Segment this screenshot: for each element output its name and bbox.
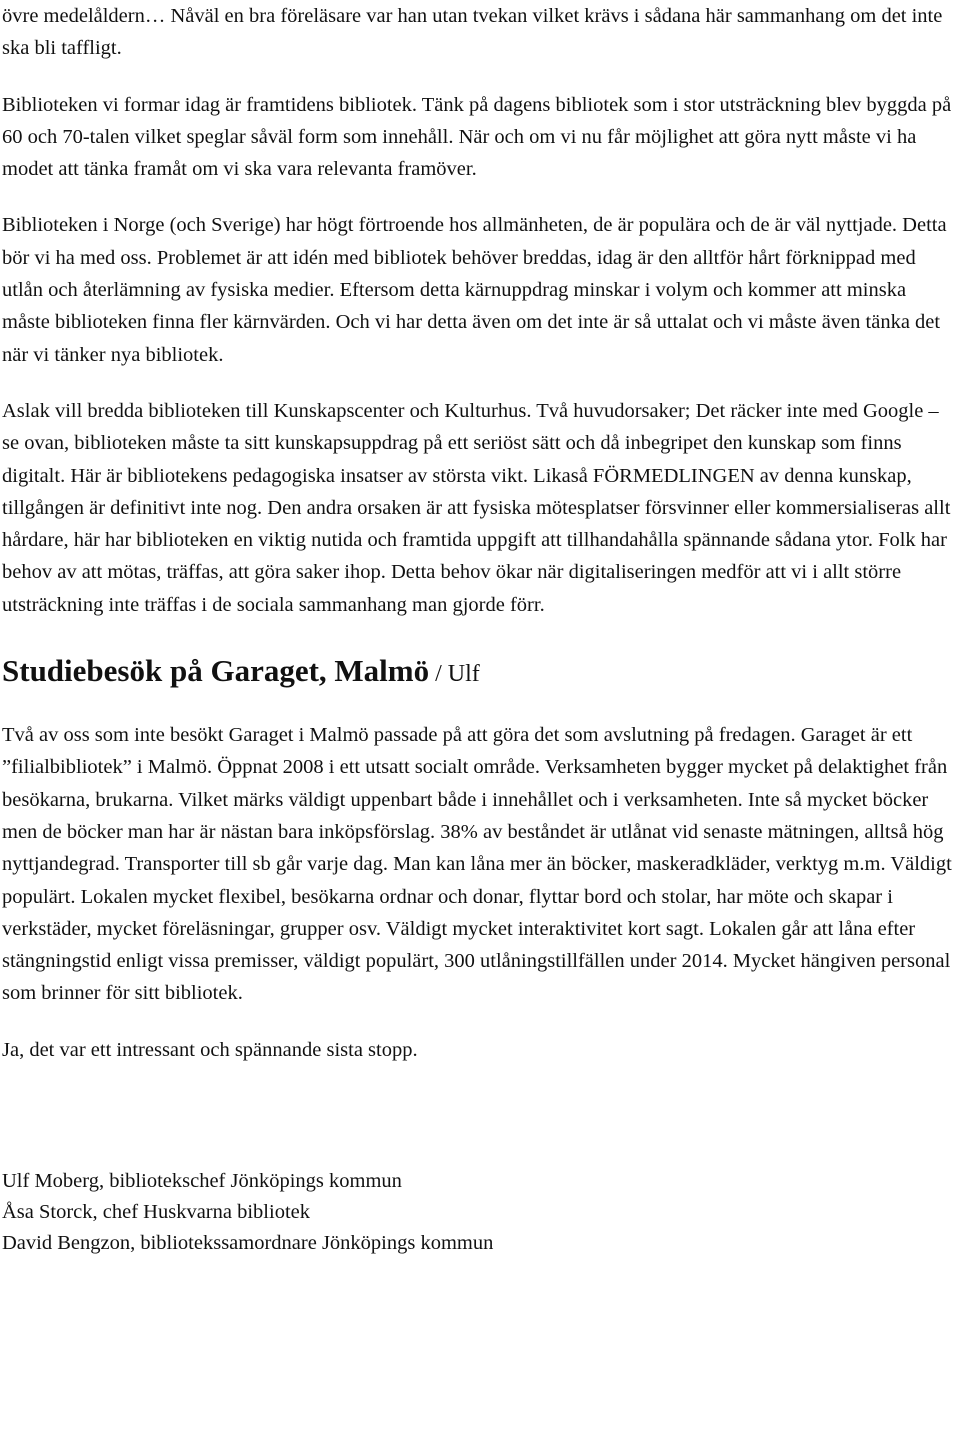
signature-david-bengzon: David Bengzon, bibliotekssamordnare Jönköpings kommun [2,1232,494,1255]
signature-asa-storck: Åsa Storck, chef Huskvarna bibliotek [2,1201,310,1224]
section-heading [2,651,958,694]
paragraph-future-libraries: Biblioteken vi formar idag är framtidens bibliotek. Tänk på dagens bibliotek som i stor utsträckning blev byggda på 60 och 70-talen vilket speglar såväl form som innehåll. När och om vi nu får möjlighet att göra nytt måste vi ha modet att tänka framåt om vi ska vara relevanta framöver. [2,93,952,181]
document-page [2,0,958,1259]
paragraph-garaget-visit: Två av oss som inte besökt Garaget i Malmö passade på att göra det som avslutning på fredagen. Garaget är ett ”filialbibliotek” i Malmö. Öppnat 2008 i ett utsatt socialt område. Verksamheten bygger mycket på delaktighet från besökarna, brukarna. Vilket märks väldigt uppenbart både i innehållet och i verksamheten. Inte så mycket böcker men de böcker man har är nästan bara inköpsförslag. 38% av beståndet är utlånat vid senaste mätningen, alltså hög nyttjandegrad. Transporter till sb går varje dag. Man kan låna mer än böcker, maskeradkläder, verktyg m.m. Väldigt populärt. Lokalen mycket flexibel, besökarna ordnar och donar, flyttar bord och stolar, har möte och skapar i verkstäder, mycket föreläsningar, grupper osv. Väldigt mycket interaktivitet kort sagt. Lokalen går att låna efter stängningstid enligt vissa premisser, väldigt populärt, 300 utlåningstillfällen under 2014. Mycket hängiven personal som brinner för sitt bibliotek. [2,724,952,1005]
signature-ulf-moberg: Ulf Moberg, bibliotekschef Jönköpings kommun [2,1170,402,1193]
paragraph-knowledge-center: Aslak vill bredda biblioteken till Kunskapscenter och Kulturhus. Två huvudorsaker; Det räcker inte med Google – se ovan, biblioteken måste ta sitt kunskapsuppdrag på ett seriöst sätt och då inbegripet den kunskap som finns digitalt. Här är bibliotekens pedagogiska insatser av största vikt. Likaså FÖRMEDLINGEN av denna kunskap, tillgången är definitivt inte nog. Den andra orsaken är att fysiska mötesplatser försvinner eller kommersialiseras allt hårdare, här har biblioteken en viktig nutida och framtida uppgift att tillhandahålla spännande sådana ytor. Folk har behov av att mötas, träffas, att göra saker ihop. Detta behov ökar när digitaliseringen medför att vi i allt större utsträckning inte träffas i de sociala sammanhang man gjorde förr. [2,399,951,616]
paragraph-intro: övre medelåldern… Nåväl en bra föreläsare var han utan tvekan vilket krävs i sådana här sammanhang om det inte ska bli taffligt. [2,5,943,60]
section-author: / Ulf [429,661,480,688]
section-title: Studiebesök på Garaget, Malmö [2,653,430,689]
paragraph-closing: Ja, det var ett intressant och spännande sista stopp. [2,1038,418,1061]
paragraph-norway-trust: Biblioteken i Norge (och Sverige) har högt förtroende hos allmänheten, de är populära och de är väl nyttjade. Detta bör vi ha med oss. Problemet är att idén med bibliotek behöver breddas, idag är den alltför hårt förknippad med utlån och återlämning av fysiska medier. Eftersom detta kärnuppdrag minskar i volym och kommer att minska måste biblioteken finna fler kärnvärden. Och vi har detta även om det inte är så uttalat och vi måste även tänka det när vi tänker nya bibliotek. [2,214,947,366]
